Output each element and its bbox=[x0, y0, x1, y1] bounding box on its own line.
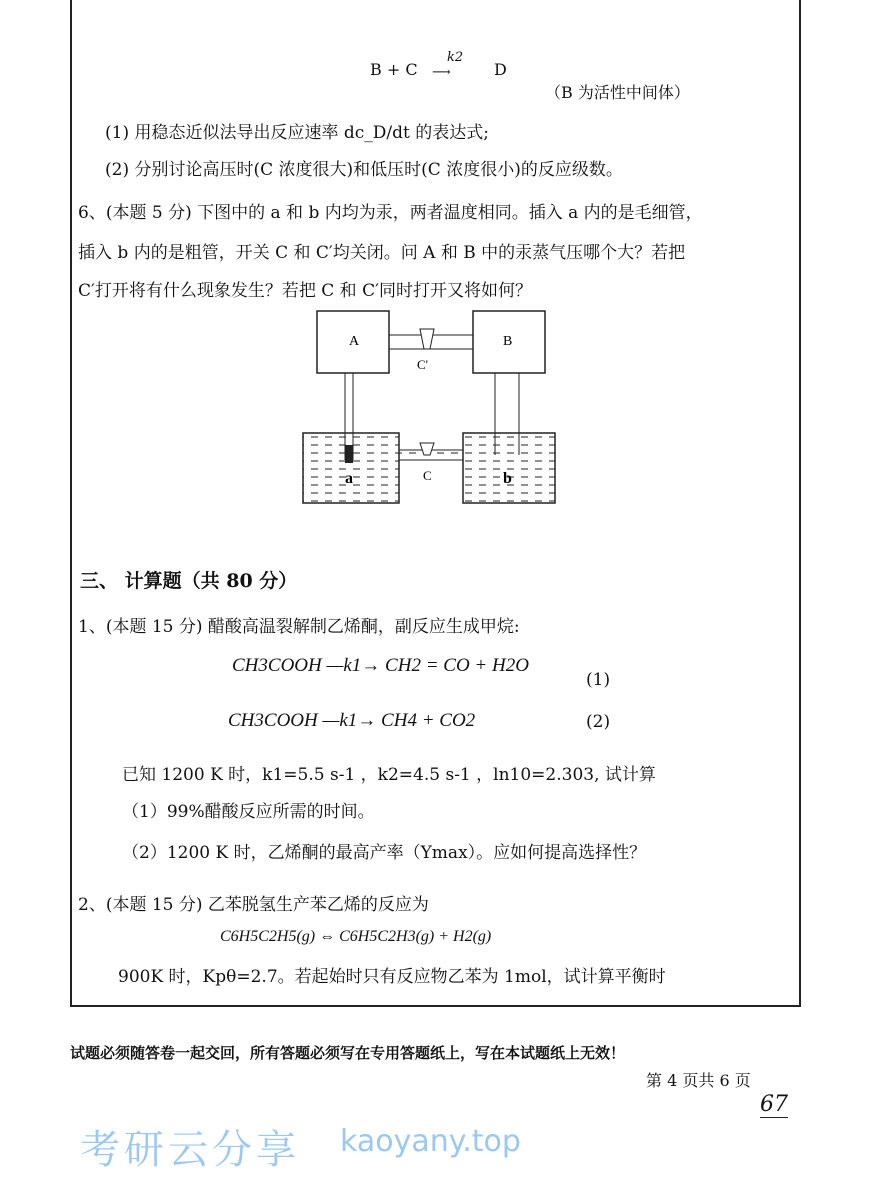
reaction-lhs: B + C bbox=[370, 60, 418, 79]
c2-title: 2、(本题 15 分) 乙苯脱氢生产苯乙烯的反应为 bbox=[78, 895, 429, 915]
c1-q1: （1）99%醋酸反应所需的时间。 bbox=[122, 802, 375, 822]
reaction-rhs: D bbox=[494, 60, 507, 79]
c2-eq: C6H5C2H5(g) ⇔ C6H5C2H3(g) + H2(g) bbox=[220, 928, 492, 945]
q5-part2: (2) 分别讨论高压时(C 浓度很大)和低压时(C 浓度很小)的反应级数。 bbox=[105, 160, 623, 180]
c1-given: 已知 1200 K 时，k1=5.5 s-1 ，k2=4.5 s-1 ，ln10=2.303, 试计算 bbox=[122, 765, 656, 785]
q6-line3: C′打开将有什么现象发生？若把 C 和 C′同时打开又将如何？ bbox=[78, 281, 532, 301]
label-C: C bbox=[423, 468, 432, 483]
label-C-prime: C' bbox=[417, 357, 429, 372]
reaction-note: （B 为活性中间体） bbox=[545, 83, 690, 102]
rate-constant: k2 bbox=[447, 50, 464, 65]
c2-text: 900K 时，Kpθ=2.7。若起始时只有反应物乙苯为 1mol，试计算平衡时 bbox=[118, 967, 666, 987]
label-a: a bbox=[345, 470, 353, 487]
q6-line1: 6、(本题 5 分) 下图中的 a 和 b 内均为汞，两者温度相同。插入 a 内的是毛细管， bbox=[78, 203, 703, 223]
reaction-arrow: k2 ⟶ bbox=[432, 50, 464, 80]
c1-title: 1、(本题 15 分) 醋酸高温裂解制乙烯酮，副反应生成甲烷: bbox=[78, 617, 520, 637]
label-B: B bbox=[503, 334, 513, 349]
section-heading: 三、 计算题（共 80 分） bbox=[80, 570, 298, 592]
watermark-url: kaoyany.top bbox=[340, 1124, 521, 1159]
q5-part1: (1) 用稳态近似法导出反应速率 dc_D/dt 的表达式; bbox=[105, 123, 489, 143]
footer-notice: 试题必须随答卷一起交回，所有答题必须写在专用答题纸上，写在本试题纸上无效！ bbox=[70, 1044, 626, 1062]
page-number: 第 4 页共 6 页 bbox=[646, 1071, 751, 1090]
watermark-cn: 考研云分享 bbox=[80, 1127, 300, 1173]
c1-eq2: CH3COOH —k1→ CH4 + CO2 bbox=[228, 710, 476, 731]
c1-eq1-number: (1) bbox=[586, 670, 611, 690]
c1-eq2-number: (2) bbox=[586, 712, 611, 732]
label-b: b bbox=[503, 470, 512, 487]
handwritten-number: 67 bbox=[760, 1092, 788, 1117]
q6-line2: 插入 b 内的是粗管，开关 C 和 C′均关闭。问 A 和 B 中的汞蒸气压哪个大？若把 bbox=[78, 243, 686, 263]
c1-q2: （2）1200 K 时，乙烯酮的最高产率（Ymax）。应如何提高选择性？ bbox=[122, 843, 647, 863]
label-A: A bbox=[349, 334, 360, 349]
c1-eq1: CH3COOH —k1→ CH2 = CO + H2O bbox=[232, 655, 529, 676]
mercury-diagram bbox=[295, 305, 565, 510]
